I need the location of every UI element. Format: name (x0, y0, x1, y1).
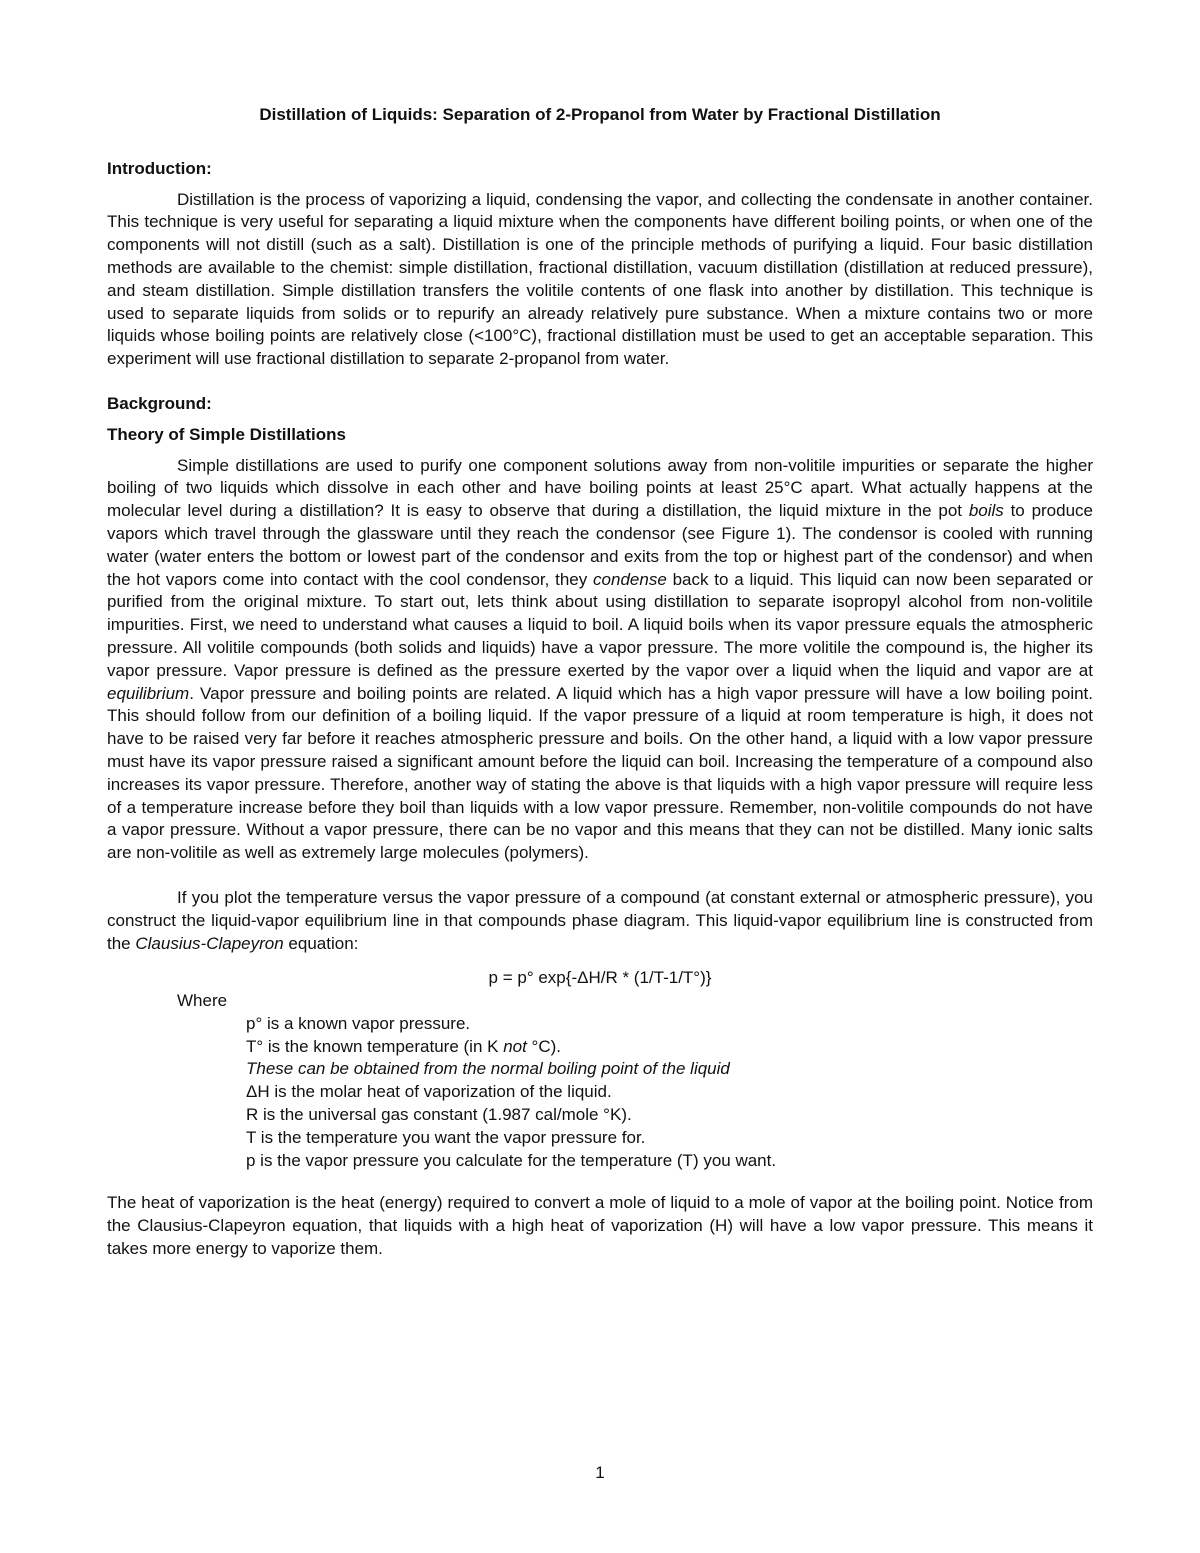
definition-t-zero (246, 1036, 1093, 1059)
definition-p-zero: p° is a known vapor pressure. (246, 1013, 471, 1033)
p1-text-a: Simple distillations are used to purify one component solutions away from non-volitile impurities or separate the higher boiling of two liquids which dissolve in each other and have boiling points at least 25°C apart. What actually happens at the molecular level during a distillation? It is easy to observe that during a distillation, the liquid mixture in the pot (107, 455, 1093, 521)
theory-subheading: Theory of Simple Distillations (107, 424, 346, 444)
background-heading: Background: (107, 393, 212, 413)
simple-distillation-paragraph (107, 455, 1093, 865)
definition-r: R is the universal gas constant (1.987 cal/mole °K). (246, 1105, 632, 1125)
heat-of-vaporization-paragraph: The heat of vaporization is the heat (energy) required to convert a mole of liquid to a mole of vapor at the boiling point. Notice from the Clausius-Clapeyron equation, that liquids with a high heat of vaporization (H) will have a low vapor pressure. This means it takes more energy to vaporize them. (107, 1193, 1093, 1259)
p1-boils-emphasis: boils (968, 501, 1004, 521)
introduction-heading: Introduction: (107, 158, 212, 178)
definition-note: These can be obtained from the normal boiling point of the liquid (246, 1059, 730, 1079)
page-number: 1 (595, 1463, 605, 1482)
definition-delta-h: ΔH is the molar heat of vaporization of the liquid. (246, 1082, 612, 1102)
p1-condense-emphasis: condense (593, 569, 667, 589)
p2-text-b: equation: (283, 933, 359, 953)
where-label: Where (177, 991, 228, 1011)
p1-text-d: . Vapor pressure and boiling points are related. A liquid which has a high vapor pressure will have a low boiling point. This should follow from our definition of a boiling liquid. If the vapor pressure of a liquid at room temperature is high, it does not have to be raised very far before it reaches atmospheric pressure and boils. On the other hand, a liquid with a low vapor pressure must have its vapor pressure raised a significant amount before the liquid can boil. Increasing the temperature of a compound also increases its vapor pressure. Therefore, another way of stating the above is that liquids with a high vapor pressure will require less of a temperature increase before they boil than liquids with a low vapor pressure. Remember, non-volitile compounds do not have a vapor pressure. Without a vapor pressure, there can be no vapor and this means that they can not be distilled. Many ionic salts are non-volitile as well as extremely large molecules (polymers). (107, 683, 1093, 863)
definition-not-emphasis: not (503, 1036, 527, 1056)
definition-t-zero-text-a: T° is the known temperature (in K (246, 1036, 504, 1056)
document-title: Distillation of Liquids: Separation of 2-Propanol from Water by Fractional Distillation (259, 105, 941, 124)
variable-definitions (246, 1013, 1093, 1173)
definition-p: p is the vapor pressure you calculate for the temperature (T) you want. (246, 1150, 777, 1170)
clausius-clapeyron-emphasis: Clausius-Clapeyron (135, 933, 284, 953)
p1-text-c: back to a liquid. This liquid can now been separated or purified from the original mixture. To start out, lets think about using distillation to separate isopropyl alcohol from non-volitile impurities. First, we need to understand what causes a liquid to boil. A liquid boils when its vapor pressure equals the atmospheric pressure. All volitile compounds (both solids and liquids) have a vapor pressure. The more volitile the compound is, the higher its vapor pressure. Vapor pressure is defined as the pressure exerted by the vapor over a liquid when the liquid and vapor are at (107, 569, 1093, 680)
p2-text-a: If you plot the temperature versus the vapor pressure of a compound (at constant external or atmospheric pressure), you construct the liquid-vapor equilibrium line in that compounds phase diagram. This liquid-vapor equilibrium line is constructed from the (107, 887, 1093, 953)
clausius-clapeyron-equation: p = p° exp{-ΔH/R * (1/T-1/T°)} (488, 968, 712, 988)
p1-text-b: to produce vapors which travel through the glassware until they reach the condensor (see Figure 1). The condensor is cooled with running water (water enters the bottom or lowest part of the condensor and exits from the top or highest part of the condensor) and when the hot vapors come into contact with the cool condensor, they (107, 501, 1093, 589)
definition-t-zero-text-b: °C). (526, 1036, 562, 1056)
introduction-paragraph: Distillation is the process of vaporizing a liquid, condensing the vapor, and collecting the condensate in another container. This technique is very useful for separating a liquid mixture when the components have different boiling points, or when one of the components will not distill (such as a salt). Distillation is one of the principle methods of purifying a liquid. Four basic distillation methods are available to the chemist: simple distillation, fractional distillation, vacuum distillation (distillation at reduced pressure), and steam distillation. Simple distillation transfers the volitile contents of one flask into another by distillation. This technique is used to separate liquids from solids or to repurify an already relatively pure substance. When a mixture contains two or more liquids whose boiling points are relatively close (<100°C), fractional distillation must be used to get an acceptable separation. This experiment will use fractional distillation to separate 2-propanol from water. (107, 189, 1093, 369)
p1-equilibrium-emphasis: equilibrium (107, 683, 190, 703)
phase-diagram-paragraph (107, 887, 1093, 955)
definition-t: T is the temperature you want the vapor pressure for. (246, 1127, 646, 1147)
document-page (107, 104, 1093, 1261)
